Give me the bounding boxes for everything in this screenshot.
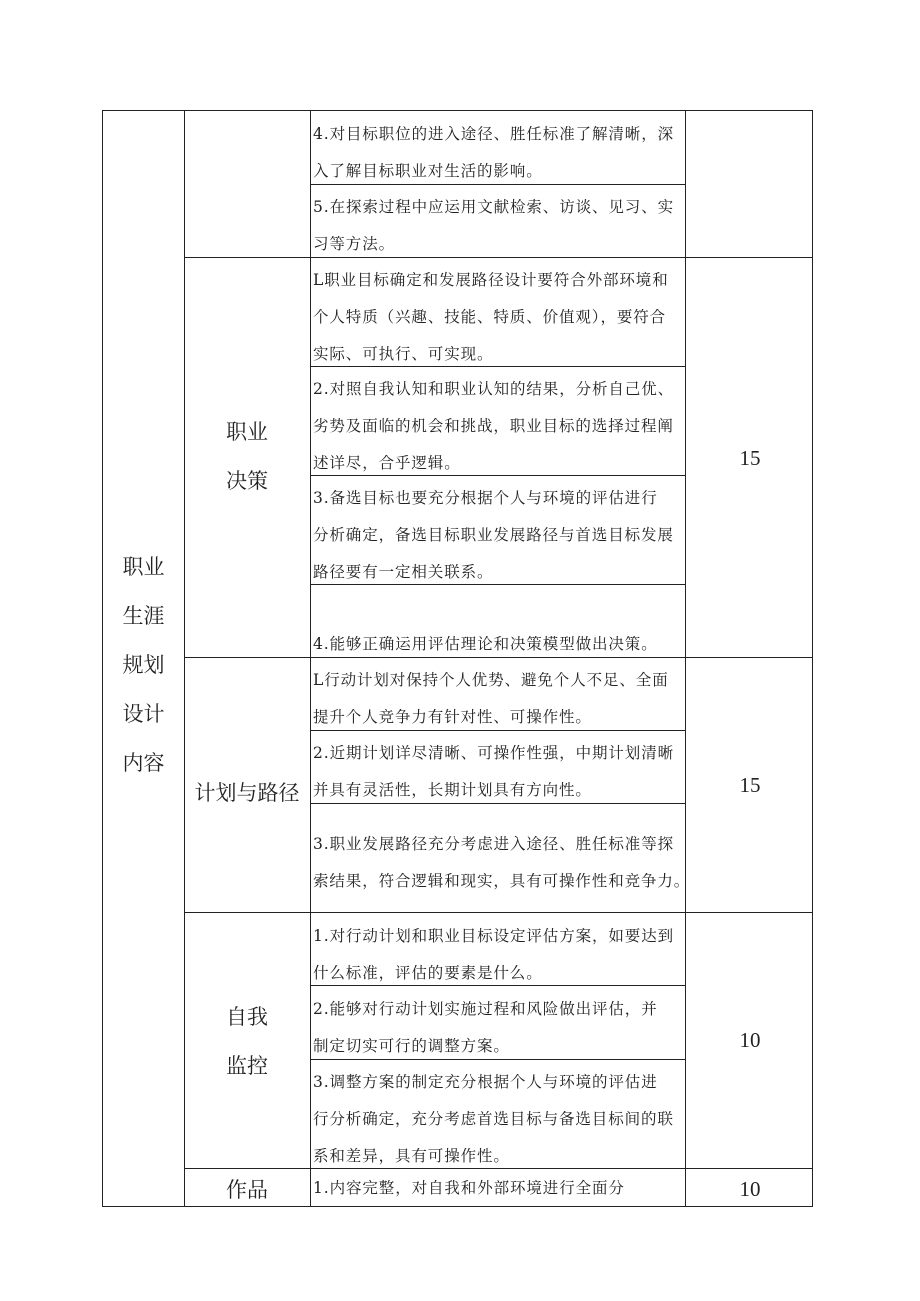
criterion-line: 4.能够正确运用评估理论和决策模型做出决策。	[313, 635, 658, 653]
criterion-line: 并具有灵活性，长期计划具有方向性。	[313, 781, 592, 799]
section-label-line: 作品	[226, 1178, 268, 1202]
criterion-line: 劣势及面临的机会和挑战，职业目标的选择过程阐	[313, 417, 674, 435]
criterion-text	[313, 371, 674, 482]
criterion-text	[313, 735, 674, 809]
main-category-line: 规划	[122, 653, 165, 677]
criterion-line: L行动计划对保持个人优势、避免个人不足、全面	[313, 671, 669, 689]
section-divider	[184, 912, 813, 913]
criterion-line: 5.在探索过程中应运用文献检索、访谈、见习、实	[313, 198, 674, 216]
criterion-line: 提升个人竞争力有针对性、可操作性。	[313, 708, 592, 726]
main-category-line: 内容	[122, 751, 165, 775]
criterion-text	[313, 626, 658, 663]
criterion-line: 3.职业发展路径充分考虑进入途径、胜任标准等探	[313, 835, 674, 853]
section-label-line: 监控	[226, 1054, 268, 1078]
criterion-line: 什么标准，评估的要素是什么。	[313, 964, 543, 982]
criterion-text	[313, 116, 674, 190]
criterion-line: 个人特质（兴趣、技能、特质、价值观），要符合	[313, 308, 667, 326]
criterion-line: 制定切实可行的调整方案。	[313, 1037, 510, 1055]
main-category-line: 生涯	[122, 604, 165, 628]
criterion-text	[313, 1170, 625, 1207]
main-category-line: 职业	[122, 555, 165, 579]
criterion-line: 3.调整方案的制定充分根据个人与环境的评估进	[313, 1073, 658, 1091]
criterion-line: 习等方法。	[313, 235, 396, 253]
criterion-text	[313, 826, 690, 900]
criterion-line: 行分析确定，充分考虑首选目标与备选目标间的联	[313, 1110, 674, 1128]
section-label-line: 决策	[226, 469, 268, 493]
criterion-text	[313, 262, 669, 373]
criterion-text	[313, 480, 674, 591]
criterion-text	[313, 991, 658, 1065]
criterion-line: 实际、可执行、可实现。	[313, 345, 494, 363]
section-label-line: 职业	[226, 420, 268, 444]
criterion-line: 2.对照自我认知和职业认知的结果，分析自己优、	[313, 380, 674, 398]
criterion-line: 3.备选目标也要充分根据个人与环境的评估进行	[313, 489, 658, 507]
criterion-line: 入了解目标职业对生活的影响。	[313, 162, 543, 180]
criterion-line: 系和差异，具有可操作性。	[313, 1147, 510, 1165]
criterion-line: 1.内容完整，对自我和外部环境进行全面分	[313, 1179, 625, 1197]
section-label-self-monitoring	[184, 993, 310, 1091]
criterion-text	[313, 189, 674, 263]
section-score: 15	[739, 446, 761, 470]
criterion-text	[313, 662, 669, 736]
criterion-line: 2.能够对行动计划实施过程和风险做出评估，并	[313, 1000, 658, 1018]
criterion-line: 1.对行动计划和职业目标设定评估方案，如要达到	[313, 927, 674, 945]
criterion-text	[313, 1064, 674, 1175]
criterion-line: 索结果，符合逻辑和现实，具有可操作性和竞争力。	[313, 872, 691, 890]
section-label-career-decision	[184, 408, 310, 506]
section-score: 15	[739, 773, 761, 797]
criterion-line: 4.对目标职位的进入途径、胜任标准了解清晰，深	[313, 125, 674, 143]
column-divider	[310, 110, 311, 1207]
section-score: 10	[739, 1177, 761, 1201]
section-label-line: 计划与路径	[194, 781, 300, 805]
criterion-line: L职业目标确定和发展路径设计要符合外部环境和	[313, 271, 669, 289]
section-score: 10	[739, 1028, 761, 1052]
section-label-work	[184, 1166, 310, 1215]
criterion-line: 述详尽，合乎逻辑。	[313, 454, 461, 472]
criterion-line: 2.近期计划详尽清晰、可操作性强，中期计划清晰	[313, 744, 674, 762]
section-label-plan-and-path	[184, 769, 310, 818]
main-category-line: 设计	[122, 702, 165, 726]
criterion-line: 路径要有一定相关联系。	[313, 563, 494, 581]
section-label-line: 自我	[226, 1005, 268, 1029]
criterion-text	[313, 918, 674, 992]
criterion-line: 分析确定，备选目标职业发展路径与首选目标发展	[313, 526, 674, 544]
main-category-label	[102, 543, 185, 788]
